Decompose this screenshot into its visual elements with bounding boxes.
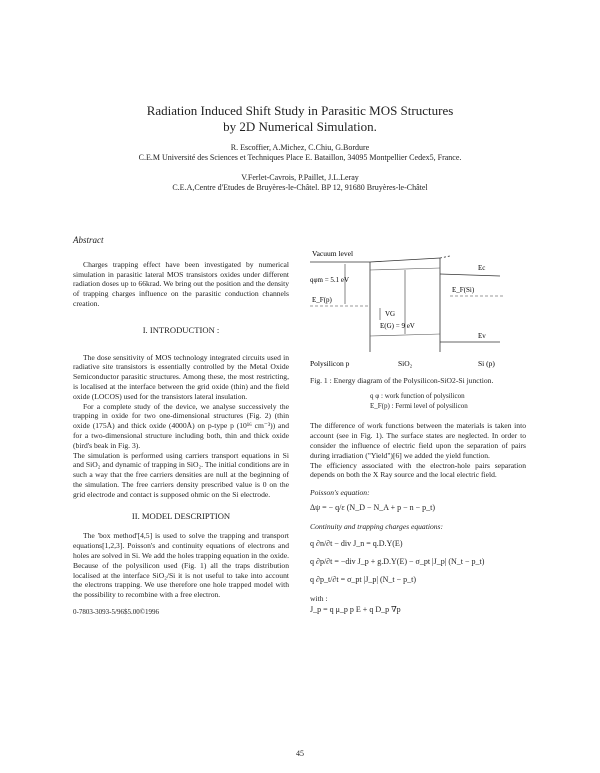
left-column: [73, 236, 289, 618]
oxide-vb-line: [370, 334, 440, 336]
paper-title: [0, 103, 600, 135]
abstract-heading: Abstract: [73, 235, 104, 245]
introduction-heading: I. INTRODUCTION :: [142, 324, 220, 335]
title-line-1: Radiation Induced Shift Study in Parasitic MOS Structures: [146, 103, 454, 118]
ec-label: Ec: [478, 264, 486, 272]
abstract-text: Charges trapping effect have been investigated by numerical simulation in parasitic lateral MOS transistors oxides under different radiation doses up to 66krad. We bring out the position and the density of trapping charges influence on the parasitic conduction channels creation.: [73, 259, 289, 308]
si-label: Si (p): [478, 359, 495, 368]
figure-1-legend-2: E_F(p) : Fermi level of polysilicon: [370, 401, 468, 410]
figure-1-caption: Fig. 1 : Energy diagram of the Polysilicon-SiO2-Si junction.: [310, 376, 494, 385]
model-heading: II. MODEL DESCRIPTION: [131, 510, 231, 521]
with-label: with :: [310, 593, 328, 603]
vacuum-level-label: Vacuum level: [312, 249, 354, 258]
vacuum-level-dashed: [440, 256, 450, 258]
author-block-2: [0, 173, 600, 193]
authors-line-1: R. Escoffier, A.Michez, C.Chiu, G.Bordure: [230, 143, 370, 152]
polysilicon-label: Polysilicon p: [310, 359, 350, 368]
poisson-heading: Poisson's equation:: [310, 488, 370, 498]
intro-paragraph-2: For a complete study of the device, we analyse successively the trapping in oxide for two one-dimensional structures (Fig. 2) (thin oxide (175Å) and thick oxide (4000Å) on p-type p (10¹⁶ cm⁻³)) and for a two-dimensional structure including both, thin and thick oxide (bird's beak in Fig. 3).: [73, 401, 289, 450]
vacuum-level-slope: [370, 258, 440, 262]
poisson-equation: Δψ = − q/ε (N_D − N_A + p − n − p_t): [310, 502, 436, 512]
intro-paragraph-3: The simulation is performed using carriers transport equations in Si and SiO₂ and dynamic of trapping in SiO₂. The initial conditions are in such a way that the free carriers densities are null at the beginning of the simulation. The free carriers density prescribed value is 0 on the grid electrode and contact is supposed ohmic on the Si electrode.: [73, 450, 289, 499]
right-paragraph-2: The efficiency associated with the electron-hole pairs separation depends on both the X Ray source and the local electric field.: [310, 460, 526, 480]
ec-line: [440, 274, 500, 276]
energy-diagram-svg: [300, 244, 540, 369]
vg-label: VG: [385, 310, 396, 318]
title-line-2: by 2D Numerical Simulation.: [223, 119, 377, 134]
oxide-cb-line: [370, 268, 440, 270]
affiliation-line-1: C.E.M Université des Sciences et Techniques Place E. Bataillon, 34095 Montpellier Cedex5, France.: [138, 153, 462, 162]
author-block-1: [0, 143, 600, 163]
eg-label: E(G) = 9 eV: [380, 322, 415, 330]
right-column: [310, 376, 526, 616]
efpoly-label: E_F(p): [312, 296, 332, 304]
model-paragraph-1: The 'box method'[4,5] is used to solve the trapping and transport equations[1,2,3]. Poisson's and continuity equations of electrons and holes are solved in Si. We add the holes trapping equation in the oxide. Because of the polysilicon used (Fig. 1) all the traps distribution localised at the interface SiO₂/Si it is not useful to take into account the electrons trapping. We use therefore one hole trapped model with the possibility to recombine with a free electron.: [73, 531, 289, 600]
authors-line-2: V.Ferlet-Cavrois, P.Paillet, J.L.Leray: [241, 173, 359, 182]
phi-label: qφm = 5.1 eV: [310, 276, 350, 284]
ev-label: Ev: [478, 332, 486, 340]
isbn-line: 0-7803-3093-5/96$5.00©1996: [73, 607, 160, 616]
right-paragraph-1: The difference of work functions between the materials is taken into account (see in Fig. 1). The surface states are neglected. In order to consider the influence of electric field upon the separation of pairs during irradiation ("Yield")[6] we added the yield function.: [310, 421, 526, 460]
page-number: 45: [296, 749, 304, 758]
continuity-equation-electrons: q ∂n/∂t − div J_n = q.D.Y(E): [310, 538, 403, 548]
continuity-heading: Continuity and trapping charges equations:: [310, 521, 444, 531]
intro-paragraph-1: The dose sensitivity of MOS technology integrated circuits used in radiative site transistors is essentially controlled by the Metal Oxide Semiconductor parasitic structures. Among these, the most restricting, is localised at the interface between the grid oxide (thin) and the field oxide (LOCOS) used for the transistors lateral insulation.: [73, 352, 289, 401]
continuity-equation-holes: q ∂p/∂t = −div J_p + g.D.Y(E) − σ_pt |J_p| (N_t − p_t): [310, 556, 485, 566]
current-density-equation: J_p = q μ_p p E + q D_p ∇p: [310, 604, 401, 614]
sio2-label: SiO₂: [398, 359, 413, 368]
figure-1-legend-1: q φ : work function of polysilicon: [370, 391, 465, 400]
affiliation-line-2: C.E.A,Centre d'Etudes de Bruyères-le-Châtel. BP 12, 91680 Bruyères-le-Châtel: [172, 183, 428, 192]
trapping-equation: q ∂p_t/∂t = σ_pt |J_p| (N_t − p_t): [310, 574, 416, 584]
efsi-label: E_F(Si): [452, 286, 475, 294]
energy-diagram-figure: [300, 244, 540, 369]
